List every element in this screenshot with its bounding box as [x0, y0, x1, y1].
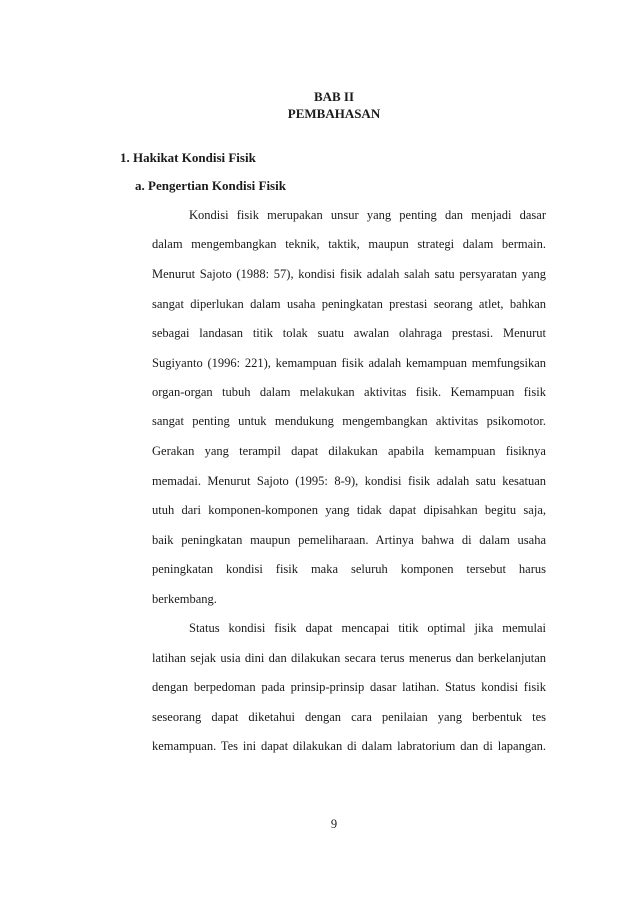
- paragraph-line: memadai. Menurut Sajoto (1995: 8-9), kondisi fisik adalah satu kesatuan: [152, 474, 546, 488]
- paragraph-line: dalam mengembangkan teknik, taktik, maupun strategi dalam bermain.: [152, 237, 546, 251]
- paragraph-line: Sugiyanto (1996: 221), kemampuan fisik adalah kemampuan memfungsikan: [152, 356, 546, 370]
- subsection-heading: a. Pengertian Kondisi Fisik: [135, 178, 286, 193]
- paragraph-line: kemampuan. Tes ini dapat dilakukan di dalam labratorium dan di lapangan.: [152, 739, 546, 753]
- paragraph-line: sebagai landasan titik tolak suatu awalan olahraga prestasi. Menurut: [152, 326, 546, 340]
- paragraph-line: utuh dari komponen-komponen yang tidak dapat dipisahkan begitu saja,: [152, 503, 546, 517]
- chapter-number: BAB II: [313, 89, 355, 104]
- paragraph-line: dengan berpedoman pada prinsip-prinsip dasar latihan. Status kondisi fisik: [152, 680, 546, 694]
- paragraph-line: seseorang dapat diketahui dengan cara penilaian yang berbentuk tes: [152, 710, 546, 724]
- paragraph-line: berkembang.: [152, 592, 217, 606]
- paragraph-line: sangat penting untuk mendukung mengembangkan aktivitas psikomotor.: [152, 414, 546, 428]
- paragraph-line: Status kondisi fisik dapat mencapai titik optimal jika memulai: [189, 621, 546, 635]
- chapter-title: PEMBAHASAN: [287, 106, 381, 121]
- paragraph-line: baik peningkatan maupun pemeliharaan. Artinya bahwa di dalam usaha: [152, 533, 546, 547]
- section-heading: 1. Hakikat Kondisi Fisik: [120, 150, 256, 165]
- paragraph-line: Menurut Sajoto (1988: 57), kondisi fisik adalah salah satu persyaratan yang: [152, 267, 546, 281]
- paragraph-line: latihan sejak usia dini dan dilakukan secara terus menerus dan berkelanjutan: [152, 651, 546, 665]
- paragraph-line: Gerakan yang terampil dapat dilakukan apabila kemampuan fisiknya: [152, 444, 546, 458]
- page-number: 9: [330, 817, 338, 831]
- paragraph-line: organ-organ tubuh dalam melakukan aktivitas fisik. Kemampuan fisik: [152, 385, 546, 399]
- paragraph-line: peningkatan kondisi fisik maka seluruh komponen tersebut harus: [152, 562, 546, 576]
- paragraph-line: Kondisi fisik merupakan unsur yang penting dan menjadi dasar: [189, 208, 546, 222]
- paragraph-line: sangat diperlukan dalam usaha peningkatan prestasi seorang atlet, bahkan: [152, 297, 546, 311]
